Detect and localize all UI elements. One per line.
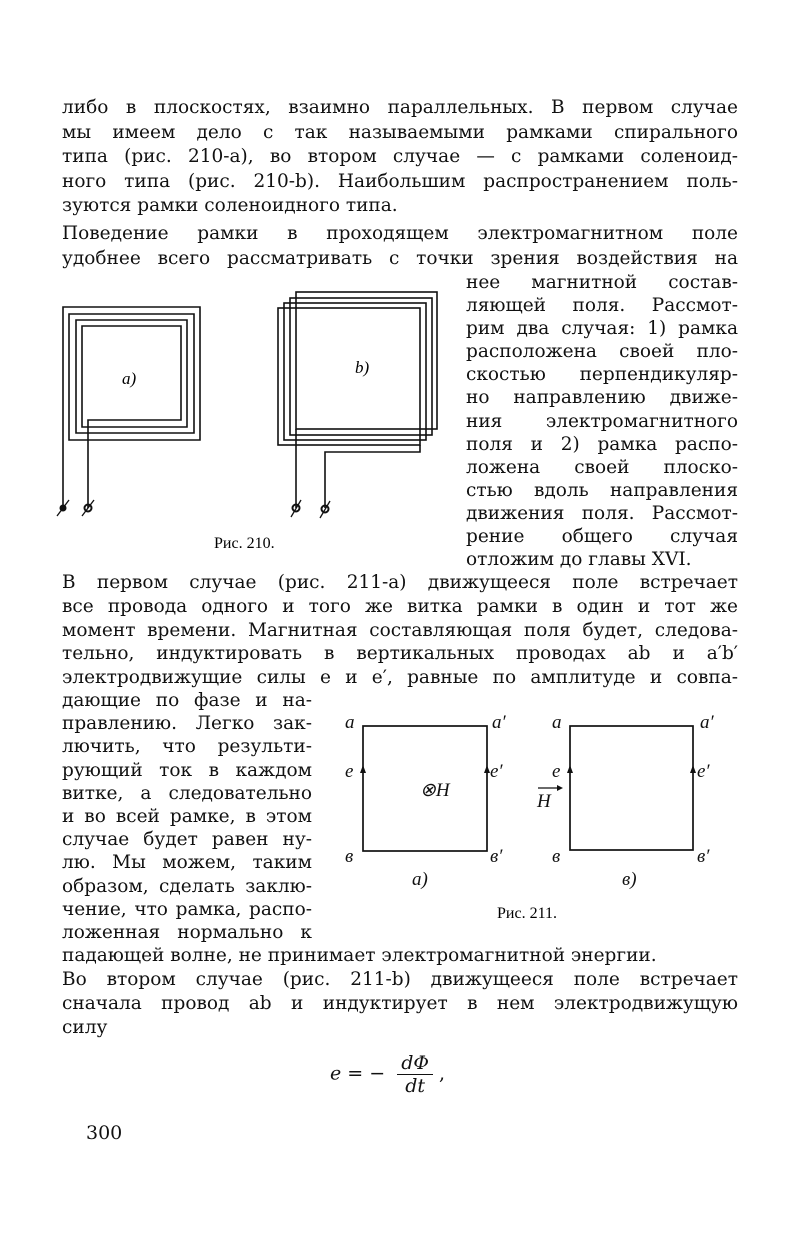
solenoid-frame-drawing [278, 292, 437, 508]
formula-trail: , [439, 1062, 446, 1085]
text-line: ложена своей плоско- [466, 456, 738, 478]
text-line: стью вдоль направления [466, 479, 738, 501]
spiral-frame-drawing [63, 307, 200, 508]
label-b-prime: в′ [490, 846, 503, 867]
label-a-prime: a′ [492, 712, 506, 733]
fig210-label-a: a) [122, 369, 137, 388]
paragraph-case1-end [62, 944, 738, 968]
paragraph-case2 [62, 968, 738, 1040]
text-line: поля и 2) рамка распо- [466, 433, 738, 455]
fig210-label-b: b) [355, 358, 370, 377]
label-a-right: a [552, 712, 562, 733]
label-b-prime-right: в′ [697, 846, 710, 867]
text-line: лючить, что результи- [62, 736, 312, 758]
text-line: образом, сделать заклю- [62, 875, 312, 897]
text-line: мы имеем дело с так называемыми рамками спирального [62, 121, 738, 143]
arrow-icon [690, 765, 696, 773]
frame-b [570, 726, 693, 850]
formula-eq: = − [347, 1062, 386, 1085]
paragraph-behavior-column [466, 271, 738, 571]
text-line: типа (рис. 210-а), во втором случае — с рамками соленоид- [62, 146, 738, 167]
text-line: ния электромагнитного [466, 410, 738, 432]
text-line: электродвижущие силы e и e′, равные по амплитуде и совпа- [62, 667, 738, 689]
label-h-arrow: H [537, 791, 551, 812]
arrow-icon [360, 765, 366, 773]
text-line: нее магнитной состав- [466, 272, 738, 293]
label-a-prime-right: a′ [700, 712, 714, 733]
terminal-icon [60, 505, 67, 512]
text-line: рим два случая: 1) рамка [466, 318, 738, 340]
label-h-cross: ⊗H [420, 780, 450, 801]
text-line: случае будет равен ну- [62, 829, 312, 851]
text-line: падающей волне, не принимает электромагнитной энергии. [62, 945, 657, 966]
text-line: рующий ток в каждом [62, 759, 312, 781]
formula-lhs: e [330, 1062, 342, 1085]
fig211-label-b: в) [622, 869, 637, 890]
text-line: лю. Мы можем, таким [62, 852, 312, 874]
label-e-prime-right: e′ [697, 761, 710, 782]
text-line: скостью перпендикуляр- [466, 364, 738, 386]
text-line: отложим до главы XVI. [466, 549, 692, 571]
text-line: тельно, индуктировать в вертикальных проводах ab и a′b′ [62, 643, 738, 665]
text-line: правлению. Легко зак- [62, 713, 312, 735]
arrow-icon [484, 765, 490, 773]
text-line: ляющей поля. Рассмот- [466, 295, 738, 317]
formula-numerator: dΦ [397, 1052, 433, 1075]
fig211-caption: Рис. 211. [497, 905, 557, 922]
fig211-label-a: a) [412, 869, 428, 890]
text-line: ложенная нормально к [62, 921, 312, 943]
paragraph-case1-start [62, 571, 738, 690]
label-e-prime: e′ [490, 761, 503, 782]
label-e-right: e [552, 761, 561, 782]
label-a: a [345, 712, 355, 733]
paragraph-case1-column [62, 689, 312, 944]
text-line: витке, а следовательно [62, 782, 312, 804]
text-line: ного типа (рис. 210-b). Наибольшим распространением поль- [62, 170, 738, 192]
formula-emf [330, 1052, 445, 1097]
text-line: момент времени. Магнитная составляющая поля будет, следова- [62, 619, 738, 641]
text-line: но направлению движе- [466, 387, 738, 409]
text-line: и во всей рамке, в этом [62, 805, 312, 827]
paragraph-behavior-start [62, 222, 738, 271]
label-b-right: в [552, 846, 561, 867]
text-line: удобнее всего рассматривать с точки зрения воздействия на [62, 247, 738, 269]
arrow-icon [557, 785, 563, 791]
text-line: Поведение рамки в проходящем электромагнитном поле [62, 223, 738, 244]
formula-fraction [397, 1052, 433, 1097]
text-line: В первом случае (рис. 211-а) движущееся поле встречает [62, 572, 738, 593]
text-line: движения поля. Рассмот- [466, 502, 738, 524]
paragraph-intro [62, 96, 738, 219]
label-e: e [345, 761, 354, 782]
text-line: силу [62, 1017, 108, 1038]
label-b: в [345, 846, 354, 867]
text-line: сначала провод ab и индуктирует в нем электродвижущую [62, 993, 738, 1014]
text-line: все провода одного и того же витка рамки в один и тот же [62, 595, 738, 617]
text-line: либо в плоскостях, взаимно параллельных. В первом случае [62, 97, 738, 118]
text-line: рение общего случая [466, 526, 738, 548]
text-line: зуются рамки соленоидного типа. [62, 195, 398, 216]
frame-a [363, 726, 487, 851]
text-line: дающие по фазе и на- [62, 690, 312, 711]
text-line: чение, что рамка, распо- [62, 898, 312, 920]
page-number: 300 [86, 1122, 123, 1144]
terminal-icon [85, 505, 92, 512]
formula-denominator: dt [405, 1075, 426, 1097]
fig210-caption: Рис. 210. [214, 535, 275, 552]
arrow-icon [567, 765, 573, 773]
text-line: расположена своей пло- [466, 341, 738, 363]
text-line: Во втором случае (рис. 211-b) движущееся поле встречает [62, 969, 738, 990]
